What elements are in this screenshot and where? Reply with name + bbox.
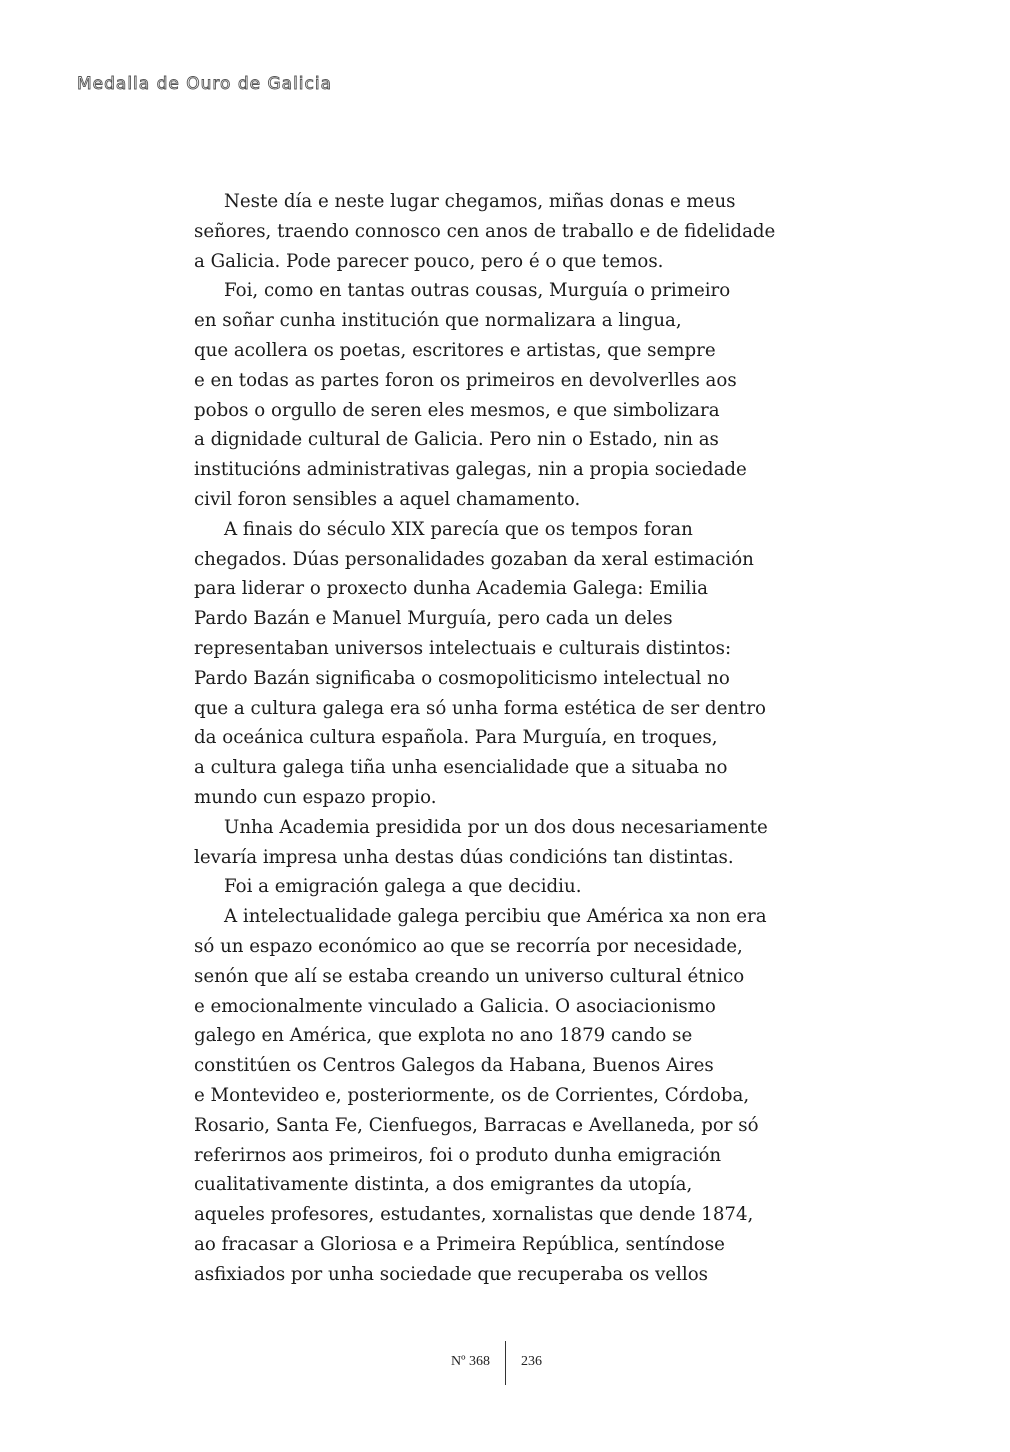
- text-line: cualitativamente distinta, a dos emigrantes da utopía,: [194, 1174, 693, 1196]
- text-line: mundo cun espazo propio.: [194, 786, 437, 808]
- text-line: Unha Academia presidida por un dos dous necesariamente: [224, 816, 768, 838]
- text-line: da oceánica cultura española. Para Murguía, en troques,: [194, 727, 718, 749]
- text-line: só un espazo económico ao que se recorría por necesidade,: [194, 935, 743, 957]
- text-line: aqueles profesores, estudantes, xornalistas que dende 1874,: [194, 1204, 754, 1226]
- text-line: Neste día e neste lugar chegamos, miñas donas e meus: [224, 191, 736, 212]
- text-line: constitúen os Centros Galegos da Habana, Buenos Aires: [194, 1055, 714, 1077]
- footer-divider: [505, 1341, 506, 1385]
- text-line: pobos o orgullo de seren eles mesmos, e que simbolizara: [194, 399, 720, 421]
- text-line: Foi, como en tantas outras cousas, Murguía o primeiro: [224, 280, 731, 302]
- text-line: para liderar o proxecto dunha Academia Galega: Emilia: [194, 578, 708, 600]
- text-line: A intelectualidade galega percibiu que América xa non era: [224, 906, 767, 928]
- running-head: Medalla de Ouro de Galicia: [77, 74, 333, 94]
- text-line: e Montevideo e, posteriormente, os de Corrientes, Córdoba,: [194, 1084, 750, 1106]
- text-line: galego en América, que explota no ano 1879 cando se: [194, 1025, 693, 1047]
- page-number: 236: [521, 1354, 542, 1369]
- body-text: [194, 187, 854, 1289]
- text-line: chegados. Dúas personalidades gozaban da xeral estimación: [194, 548, 754, 570]
- text-line: asfixiados por unha sociedade que recuperaba os vellos: [194, 1263, 708, 1285]
- text-line: señores, traendo connosco cen anos de traballo e de fidelidade: [194, 220, 776, 242]
- text-line: representaban universos intelectuais e culturais distintos:: [194, 637, 732, 659]
- text-line: referirnos aos primeiros, foi o produto dunha emigración: [194, 1144, 722, 1166]
- text-line: Foi a emigración galega a que decidiu.: [224, 876, 582, 898]
- text-line: a Galicia. Pode parecer pouco, pero é o que temos.: [194, 250, 664, 272]
- text-line: que acollera os poetas, escritores e artistas, que sempre: [194, 339, 716, 361]
- page-footer: [0, 1341, 1010, 1385]
- text-line: e en todas as partes foron os primeiros en devolverlles aos: [194, 369, 737, 391]
- text-line: e emocionalmente vinculado a Galicia. O asociacionismo: [194, 995, 716, 1017]
- text-line: en soñar cunha institución que normalizara a lingua,: [194, 310, 682, 332]
- text-line: civil foron sensibles a aquel chamamento.: [194, 488, 581, 510]
- text-line: Pardo Bazán e Manuel Murguía, pero cada un deles: [194, 608, 673, 630]
- text-line: ao fracasar a Gloriosa e a Primeira República, sentíndose: [194, 1233, 725, 1255]
- text-line: levaría impresa unha destas dúas condicións tan distintas.: [194, 846, 734, 868]
- text-line: Pardo Bazán significaba o cosmopoliticismo intelectual no: [194, 667, 730, 689]
- text-line: institucións administrativas galegas, nin a propia sociedade: [194, 459, 747, 481]
- text-line: senón que alí se estaba creando un universo cultural étnico: [194, 965, 745, 987]
- text-line: que a cultura galega era só unha forma estética de ser dentro: [194, 697, 767, 719]
- issue-number: Nº 368: [451, 1354, 490, 1369]
- text-line: A finais do século XIX parecía que os tempos foran: [224, 518, 693, 540]
- text-line: a cultura galega tiña unha esencialidade que a situaba no: [194, 757, 728, 779]
- text-line: a dignidade cultural de Galicia. Pero nin o Estado, nin as: [194, 429, 719, 451]
- text-line: Rosario, Santa Fe, Cienfuegos, Barracas e Avellaneda, por só: [194, 1114, 759, 1136]
